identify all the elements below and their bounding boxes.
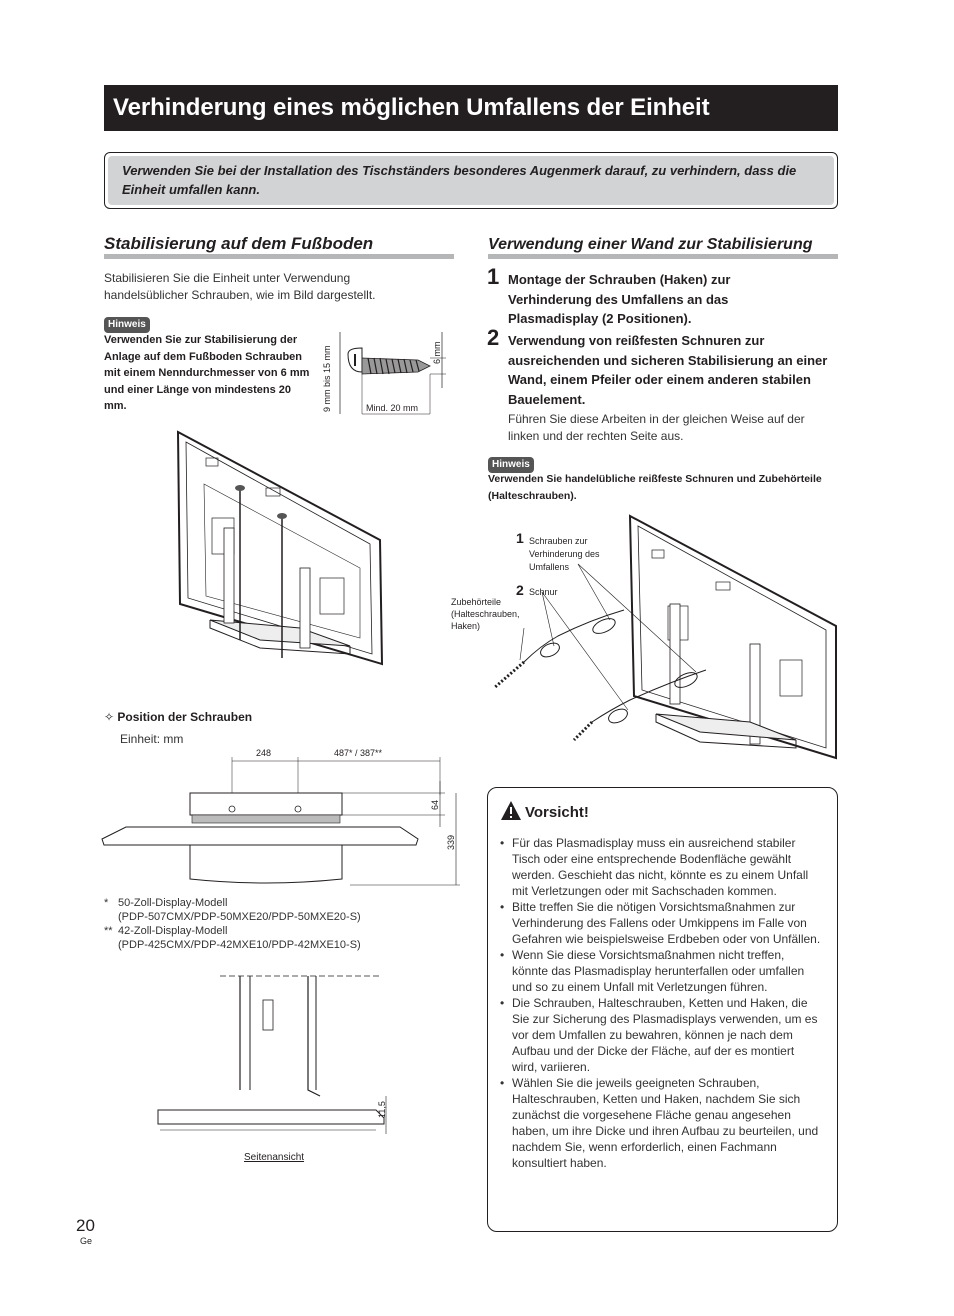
floor-note-tag: Hinweis <box>104 317 150 333</box>
wall-heading: Verwendung einer Wand zur Stabilisierung <box>488 236 813 253</box>
dim-487: 487* / 387** <box>334 748 383 758</box>
unit-label: Einheit: mm <box>120 732 184 746</box>
callout1-line1: Schrauben zur <box>529 536 588 546</box>
wall-note-text: Verwenden Sie handelübliche reißfeste Schnuren und Zubehörteile (Halteschrauben). <box>488 473 822 502</box>
callout2-text: Schnur <box>529 587 558 597</box>
callout2-number: 2 <box>516 582 524 598</box>
language-code: Ge <box>80 1236 93 1246</box>
footnote1-mark: * <box>104 897 109 909</box>
screw-label-diameter: 6 mm <box>432 341 442 364</box>
floor-text: Stabilisieren Sie die Einheit unter Verwendung handelsüblicher Schrauben, wie im Bild dargestellt. <box>104 271 376 302</box>
callout1-line2: Verhinderung des <box>529 549 600 559</box>
floor-heading: Stabilisierung auf dem Fußboden <box>104 234 374 253</box>
callout1-line3: Umfallens <box>529 562 570 572</box>
floor-note-text: Verwenden Sie zur Stabilisierung der Anlage auf dem Fußboden Schrauben mit einem Nenndurchmesser von 6 mm und einer Länge von mindestens 20 mm. <box>104 334 310 412</box>
screw-label-length: Mind. 20 mm <box>366 403 419 413</box>
callout3-line3: Haken) <box>451 621 481 631</box>
wall-note-tag: Hinweis <box>488 457 534 473</box>
intro-box <box>104 152 838 209</box>
callout3-line1: Zubehörteile <box>451 597 502 607</box>
position-heading-text: Position der Schrauben <box>117 710 253 724</box>
step2-subtext: Führen Sie diese Arbeiten in der gleichen Weise auf der linken und der rechten Seite aus. <box>508 412 805 443</box>
callout3-text <box>451 596 520 632</box>
page-number: 20 <box>76 1216 95 1235</box>
warning-box <box>487 787 838 1232</box>
footnote2-line2: (PDP-425CMX/PDP-42MXE10/PDP-42MXE10-S) <box>118 939 361 951</box>
wall-heading-rule <box>488 254 838 259</box>
footnote1-line2: (PDP-507CMX/PDP-50MXE20/PDP-50MXE20-S) <box>118 911 361 923</box>
footnote2-line1: 42-Zoll-Display-Modell <box>118 925 228 937</box>
dim-248: 248 <box>256 748 272 758</box>
warning-title: Vorsicht! <box>525 804 589 821</box>
warning-item: • Bitte treffen Sie die nötigen Vorsichtsmaßnahmen zur Verhinderung des Fallens oder Umkippens im Falle von Gefahren wie beispielsweise Erdbeben oder von Unfällen. <box>500 899 822 947</box>
callout3-line2: (Halteschrauben, <box>451 609 520 619</box>
side-view-caption: Seitenansicht <box>244 1152 305 1163</box>
footnote1-line1: 50-Zoll-Display-Modell <box>118 897 228 909</box>
intro-text: Verwenden Sie bei der Installation des Tischständers besonderes Augenmerk darauf, zu verhindern, dass die Einheit umfallen kann. <box>108 156 834 205</box>
footnotes <box>104 896 361 952</box>
rear-display-illustration <box>170 428 390 678</box>
warning-list <box>500 835 822 1171</box>
step1-number: 1 <box>487 264 500 289</box>
warning-triangle-icon <box>500 800 522 822</box>
step2-number: 2 <box>487 325 500 350</box>
warning-item: • Wählen Sie die jeweils geeigneten Schrauben, Halteschrauben, Ketten und Haken, nachdem Sie sich zunächst die vorgesehene Fläche genau angesehen haben, um ihre Dicke und ihren Aufbau zu beurteilen, und nachdem Sie, wenn erforderlich, einen Fachmann konsultiert haben. <box>500 1075 822 1171</box>
footnote2-mark: ** <box>104 925 113 937</box>
callout1-number: 1 <box>516 530 524 546</box>
step2-text: Verwendung von reißfesten Schnuren zur ausreichenden und sicheren Stabilisierung an einer Wand, einem Pfeiler oder einem anderen stabilen Bauelement. <box>508 333 828 407</box>
dim-339: 339 <box>446 834 456 850</box>
dim-64: 64 <box>430 799 440 810</box>
side-view-diagram <box>150 970 400 1150</box>
warning-item: • Die Schrauben, Halteschrauben, Ketten und Haken, die Sie zur Sicherung des Plasmadisplays verwenden, um es vor dem Umfallen zu bewahren, können je nach dem Aufbau und der Dicke der Fläche, auf der es montiert wird, variieren. <box>500 995 822 1075</box>
dim-11-5: 11,5 <box>377 1101 387 1118</box>
screw-position-diagram <box>100 755 470 890</box>
page-title-bar <box>104 85 838 131</box>
page-title: Verhinderung eines möglichen Umfallens der Einheit <box>113 94 710 121</box>
step1-text: Montage der Schrauben (Haken) zur Verhinderung des Umfallens an das Plasmadisplay (2 Positionen). <box>508 272 731 326</box>
diamond-icon: ✧ <box>104 710 118 724</box>
screw-label-vertical: 9 mm bis 15 mm <box>322 345 332 412</box>
warning-item: • Wenn Sie diese Vorsichtsmaßnahmen nicht treffen, könnte das Plasmadisplay herunterfallen oder umfallen und so zu einem Unfall mit Verletzungen führen. <box>500 947 822 995</box>
position-heading <box>104 710 252 724</box>
callout1-text <box>529 535 600 574</box>
floor-heading-rule <box>104 254 454 259</box>
warning-item: • Für das Plasmadisplay muss ein ausreichend stabiler Tisch oder eine entsprechende Bodenfläche gewählt werden. Geschieht das nicht, könnte es zu einem Unfall mit Verletzungen oder mit Sachschaden kommen. <box>500 835 822 899</box>
